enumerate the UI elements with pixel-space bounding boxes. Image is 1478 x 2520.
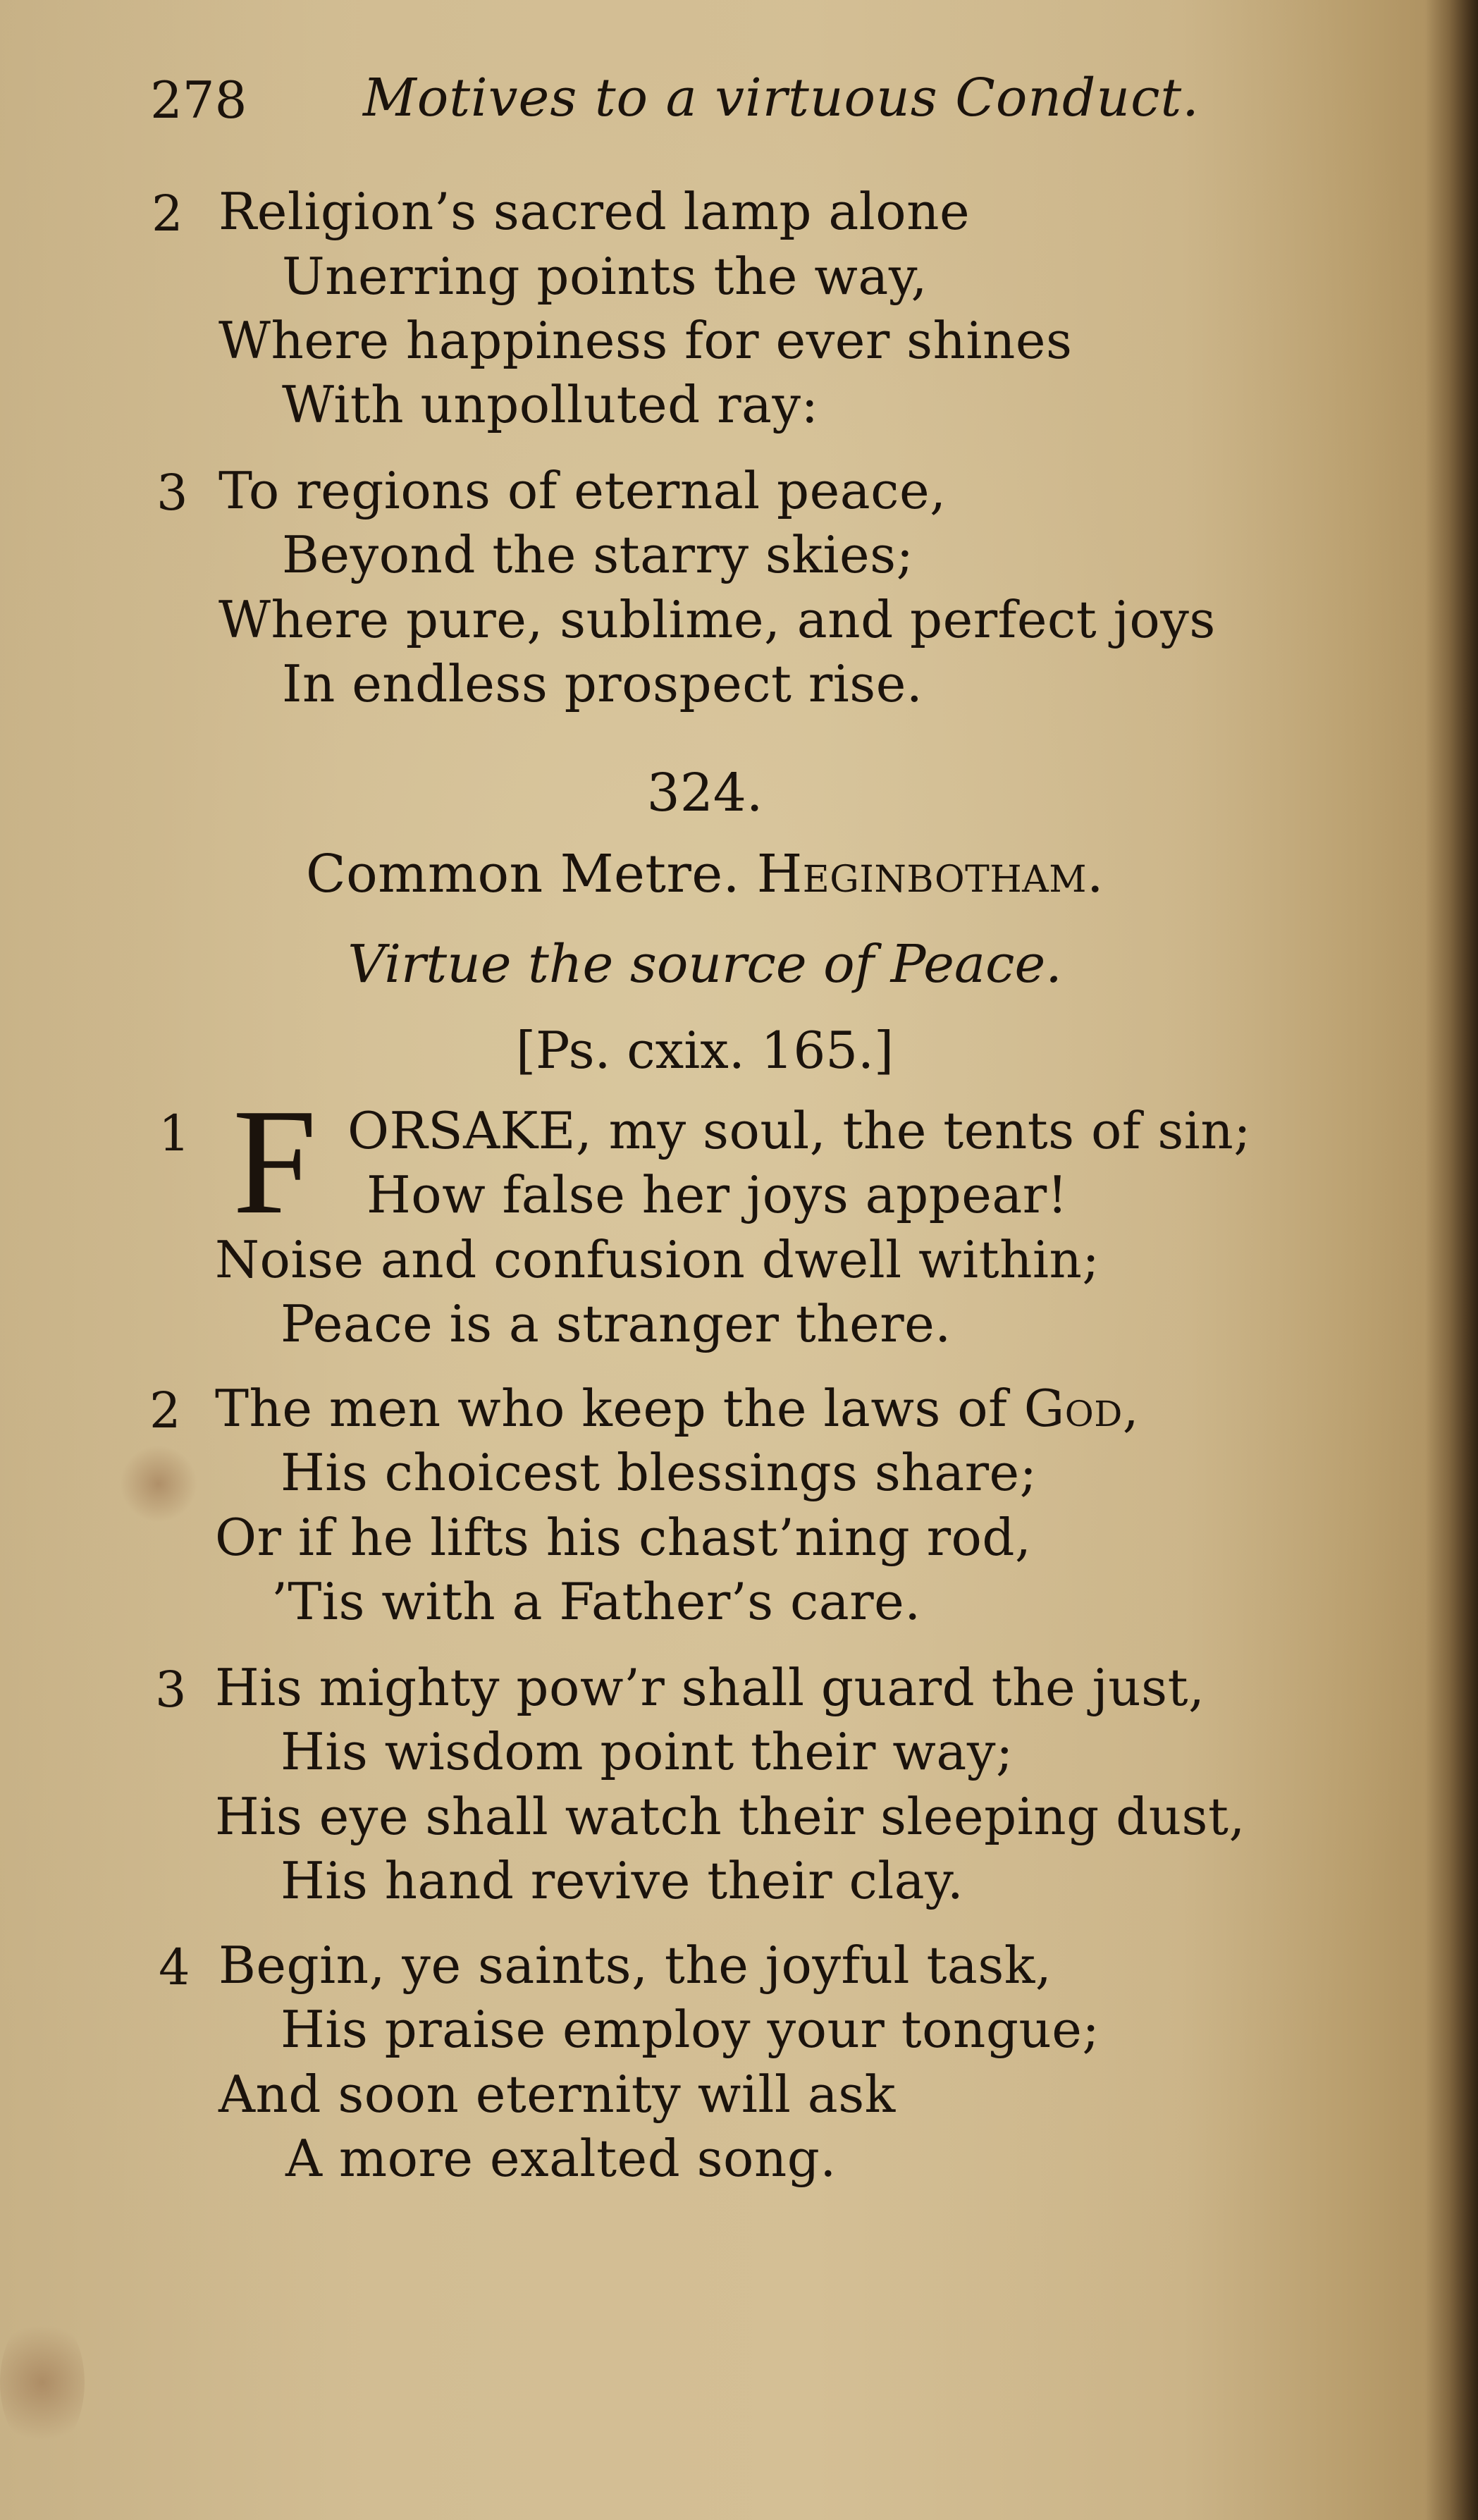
verse-line: A more exalted song. xyxy=(285,2129,837,2188)
foxing-stain xyxy=(0,2312,85,2453)
foxing-stain xyxy=(120,1445,197,1523)
hymn-number: 324. xyxy=(646,763,763,823)
stanza-number: 1 xyxy=(159,1105,190,1162)
verse-line: In endless prospect rise. xyxy=(282,654,923,713)
verse-line: And soon eternity will ask xyxy=(218,2065,896,2124)
verse-line: Peace is a stranger there. xyxy=(281,1294,952,1353)
verse-line: His praise employ your tongue; xyxy=(281,2000,1100,2059)
verse-line: To regions of eternal peace, xyxy=(218,461,947,520)
verse-line: Unerring points the way, xyxy=(282,247,928,306)
verse-line: Where pure, sublime, and perfect joys xyxy=(218,590,1216,649)
verse-line xyxy=(215,1379,1139,1438)
drop-cap: F xyxy=(233,1077,317,1246)
verse-line: Where happiness for ever shines xyxy=(218,311,1073,370)
metre: Common Metre. xyxy=(305,844,740,904)
stanza-number: 4 xyxy=(159,1938,190,1996)
verse-line-text: The men who keep the laws of xyxy=(215,1379,1024,1438)
hymn-metre-line xyxy=(0,844,1410,904)
stanza-number: 2 xyxy=(152,185,183,242)
verse-line: Beyond the starry skies; xyxy=(282,525,914,584)
hymn-subtitle: Virtue the source of Peace. xyxy=(347,934,1062,995)
verse-line: ’Tis with a Father’s care. xyxy=(271,1572,921,1631)
verse-line: Begin, ye saints, the joyful task, xyxy=(218,1936,1052,1995)
scripture-reference: [Ps. cxix. 165.] xyxy=(515,1021,894,1080)
verse-line: ORSAKE, my soul, the tents of sin; xyxy=(347,1101,1251,1160)
verse-line: Noise and confusion dwell within; xyxy=(215,1230,1100,1289)
stanza-number: 3 xyxy=(155,1661,187,1719)
verse-line: Or if he lifts his chast’ning rod, xyxy=(215,1508,1032,1567)
stanza-number: 3 xyxy=(156,464,188,522)
verse-line: With unpolluted ray: xyxy=(282,375,819,434)
verse-line: His choicest blessings share; xyxy=(281,1443,1037,1502)
verse-line-smallcaps: God, xyxy=(1023,1379,1140,1438)
running-title: Motives to a virtuous Conduct. xyxy=(363,68,1200,128)
verse-line: His mighty pow’r shall guard the just, xyxy=(215,1658,1205,1717)
stanza-number: 2 xyxy=(149,1382,181,1439)
page-gutter-shadow xyxy=(1425,0,1478,2520)
verse-line: How false her joys appear! xyxy=(367,1165,1069,1224)
author: Heginbotham. xyxy=(756,844,1104,904)
verse-line: His hand revive their clay. xyxy=(281,1851,964,1910)
verse-line: Religion’s sacred lamp alone xyxy=(218,182,971,241)
verse-line: His wisdom point their way; xyxy=(281,1722,1014,1781)
verse-line: His eye shall watch their sleeping dust, xyxy=(215,1787,1245,1846)
page-number: 278 xyxy=(150,70,247,130)
